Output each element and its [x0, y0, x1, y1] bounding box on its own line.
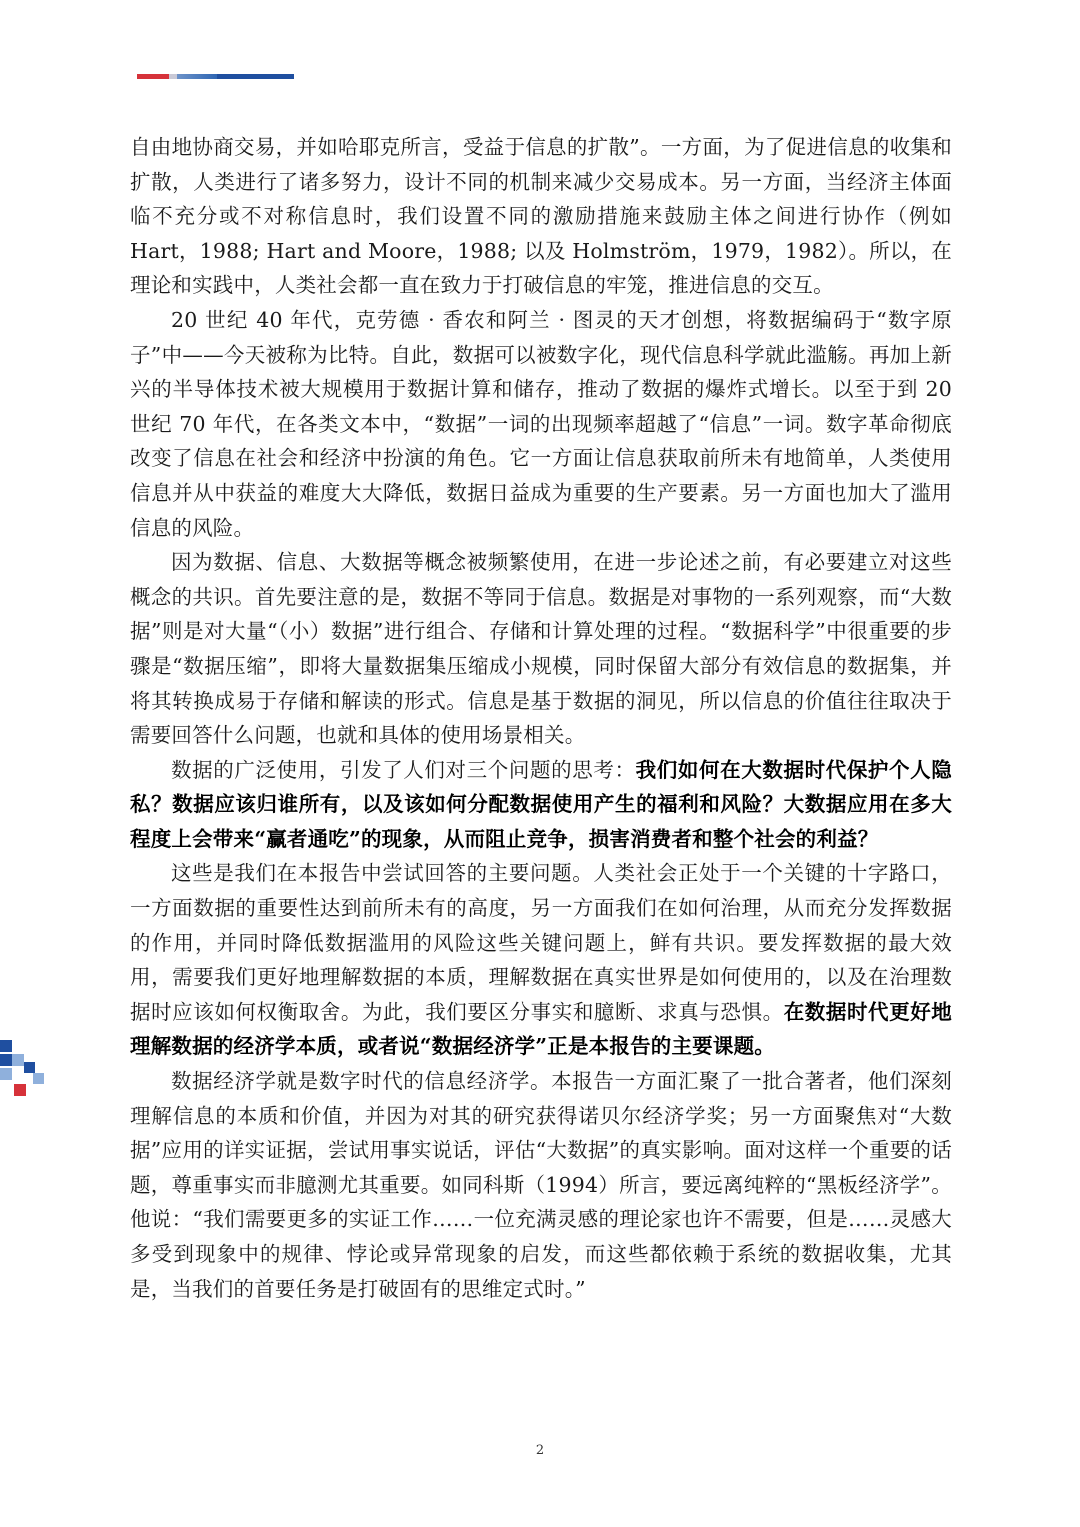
paragraph — [130, 303, 952, 545]
pixel-block — [0, 1040, 12, 1052]
paragraph-text: 因为数据、信息、大数据等概念被频繁使用，在进一步论述之前，有必要建立对这些概念的共识。首先要注意的是，数据不等同于信息。数据是对事物的一系列观察，而“大数据”则是对大量“（小）数据”进行组合、存储和计算处理的过程。“数据科学”中很重要的步骤是“数据压缩”，即将大量数据集压缩成小规模，同时保留大部分有效信息的数据集，并将其转换成易于存储和解读的形式。信息是基于数据的洞见，所以信息的价值往往取决于需要回答什么问题，也就和具体的使用场景相关。 — [130, 550, 952, 748]
pixel-block — [14, 1084, 26, 1096]
pixel-block — [33, 1073, 44, 1084]
body-text — [130, 130, 952, 1306]
pixel-block — [0, 1054, 12, 1066]
pixel-block — [0, 1068, 12, 1080]
paragraph — [130, 545, 952, 753]
decorative-pixel-blocks — [0, 1040, 50, 1110]
header-bar-blue-segment — [217, 74, 294, 79]
paragraph-text: 20 世纪 40 年代，克劳德 · 香农和阿兰 · 图灵的天才创想，将数据编码于“数字原子”中——今天被称为比特。自此，数据可以被数字化，现代信息科学就此滥觞。再加上新兴的半导体技术被大规模用于数据计算和储存，推动了数据的爆炸式增长。以至于到 20 世纪 70 年代，在各类文本中，“数据”一词的出现频率超越了“信息”一词。数字革命彻底改变了信息在社会和经济中扮演的角色。它一方面让信息获取前所未有地简单，人类使用信息并从中获益的难度大大降低，数据日益成为重要的生产要素。另一方面也加大了滥用信息的风险。 — [130, 307, 952, 540]
paragraph-text: 这些是我们在本报告中尝试回答的主要问题。人类社会正处于一个关键的十字路口，一方面数据的重要性达到前所未有的高度，另一方面我们在如何治理，从而充分发挥数据的作用，并同时降低数据滥用的风险这些关键问题上，鲜有共识。要发挥数据的最大效用，需要我们更好地理解数据的本质，理解数据在真实世界是如何使用的，以及在治理数据时应该如何权衡取舍。为此，我们要区分事实和臆断、求真与恐惧。 — [130, 861, 952, 1024]
paragraph — [130, 856, 952, 1064]
paragraph-bold-text: 在数据时代更好地理解数据的经济学本质，或者说“数据经济学”正是本报告的主要课题。 — [130, 999, 952, 1059]
paragraph — [130, 130, 952, 303]
paragraph — [130, 753, 952, 857]
page-number: 2 — [535, 1443, 545, 1458]
header-bar-gradient-segment — [177, 74, 217, 79]
paragraph — [130, 1064, 952, 1306]
header-color-bar — [137, 74, 294, 79]
pixel-block — [24, 1062, 35, 1073]
paragraph-text: 自由地协商交易，并如哈耶克所言，受益于信息的扩散”。一方面，为了促进信息的收集和扩散，人类进行了诸多努力，设计不同的机制来减少交易成本。另一方面，当经济主体面临不充分或不对称信息时，我们设置不同的激励措施来鼓励主体之间进行协作（例如 Hart，1988; Hart and Moore，1988; 以及 Holmström，1979，1982）。所以，在理论和实践中，人类社会都一直在致力于打破信息的牢笼，推进信息的交互。 — [130, 135, 952, 298]
pixel-block — [12, 1054, 24, 1066]
paragraph-bold-text: 我们如何在大数据时代保护个人隐私？数据应该归谁所有，以及该如何分配数据使用产生的福利和风险？大数据应用在多大程度上会带来“赢者通吃”的现象，从而阻止竞争，损害消费者和整个社会的利益？ — [130, 757, 952, 851]
paragraph-text: 数据的广泛使用，引发了人们对三个问题的思考： — [171, 757, 636, 782]
paragraph-text: 数据经济学就是数字时代的信息经济学。本报告一方面汇聚了一批合著者，他们深刻理解信息的本质和价值，并因为对其的研究获得诺贝尔经济学奖；另一方面聚焦对“大数据”应用的详实证据，尝试用事实说话，评估“大数据”的真实影响。面对这样一个重要的话题，尊重事实而非臆测尤其重要。如同科斯（1994）所言，要远离纯粹的“黑板经济学”。他说：“我们需要更多的实证工作……一位充满灵感的理论家也许不需要，但是……灵感大多受到现象中的规律、悖论或异常现象的启发，而这些都依赖于系统的数据收集，尤其是，当我们的首要任务是打破固有的思维定式时。” — [130, 1069, 952, 1301]
header-bar-red-segment — [137, 74, 169, 79]
header-bar-gap-segment — [169, 74, 177, 79]
